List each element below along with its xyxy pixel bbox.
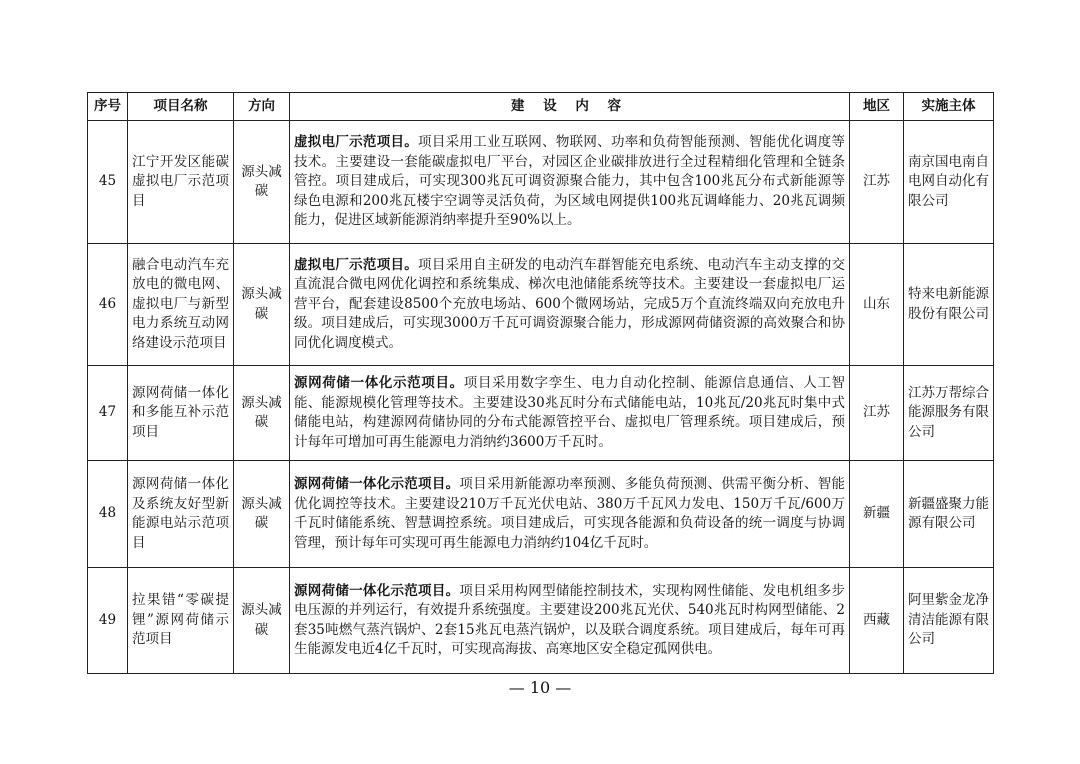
row-name: 江宁开发区能碳虚拟电厂示范项目 xyxy=(128,121,234,244)
row-content xyxy=(290,244,850,366)
row-organization: 特来电新能源股份有限公司 xyxy=(904,244,994,366)
content-lead: 虚拟电厂示范项目。 xyxy=(294,256,419,273)
row-seq: 49 xyxy=(88,568,128,674)
header-seq: 序号 xyxy=(88,93,128,121)
row-organization: 南京国电南自电网自动化有限公司 xyxy=(904,121,994,244)
project-table xyxy=(87,92,994,674)
header-region: 地区 xyxy=(850,93,904,121)
table-row xyxy=(88,461,994,568)
row-region: 西藏 xyxy=(850,568,904,674)
row-seq: 46 xyxy=(88,244,128,366)
row-content xyxy=(290,461,850,568)
row-region: 山东 xyxy=(850,244,904,366)
row-direction: 源头减碳 xyxy=(234,244,290,366)
content-body: 项目采用构网型储能控制技术，实现构网性储能、发电机组多步电压源的并列运行，有效提升系统强度。主要建设200兆瓦光伏、540兆瓦时构网型储能、2套35吨燃气蒸汽锅炉、2套15兆瓦电蒸汽锅炉，以及联合调度系统。项目建成后，每年可再生能源发电近4亿千瓦时，可实现高海拔、高寒地区安全稳定孤网供电。 xyxy=(294,582,846,657)
header-content: 建 设 内 容 xyxy=(290,93,850,121)
row-seq: 47 xyxy=(88,366,128,461)
row-region: 新疆 xyxy=(850,461,904,568)
row-region: 江苏 xyxy=(850,121,904,244)
content-body: 项目采用自主研发的电动汽车群智能充电系统、电动汽车主动支撑的交直流混合微电网优化调控和系统集成、梯次电池储能系统等技术。主要建设一套虚拟电厂运营平台，配套建设8500个充放电场站、600个微网场站，完成5万个直流终端双向充放电升级。项目建成后，可实现3000万千瓦可调资源聚合能力，形成源网荷储资源的高效聚合和协同优化调度模式。 xyxy=(294,256,846,351)
row-content xyxy=(290,568,850,674)
table-header-row xyxy=(88,93,994,121)
table-row xyxy=(88,568,994,674)
row-organization: 阿里紫金龙净清洁能源有限公司 xyxy=(904,568,994,674)
content-lead: 源网荷储一体化示范项目。 xyxy=(294,582,460,599)
row-name: 拉果错“零碳提锂”源网荷储示范项目 xyxy=(128,568,234,674)
content-lead: 源网荷储一体化示范项目。 xyxy=(294,476,460,492)
table-row xyxy=(88,244,994,366)
row-region: 江苏 xyxy=(850,366,904,461)
content-body: 项目采用工业互联网、物联网、功率和负荷智能预测、智能优化调度等技术。主要建设一套能碳虚拟电厂平台，对园区企业碳排放进行全过程精细化管理和全链条管控。项目建成后，可实现300兆瓦可调资源聚合能力，其中包含100兆瓦分布式新能源等绿色电源和200兆瓦楼宇空调等灵活负荷，为区域电网提供100兆瓦调峰能力、20兆瓦调频能力，促进区域新能源消纳率提升至90%以上。 xyxy=(294,134,846,229)
row-direction: 源头减碳 xyxy=(234,366,290,461)
row-organization: 新疆盛聚力能源有限公司 xyxy=(904,461,994,568)
row-direction: 源头减碳 xyxy=(234,121,290,244)
header-name: 项目名称 xyxy=(128,93,234,121)
row-seq: 45 xyxy=(88,121,128,244)
header-direction: 方向 xyxy=(234,93,290,121)
page-number: — 10 — xyxy=(508,678,572,697)
header-organization: 实施主体 xyxy=(904,93,994,121)
content-lead: 虚拟电厂示范项目。 xyxy=(294,134,419,151)
row-name: 源网荷储一体化及系统友好型新能源电站示范项目 xyxy=(128,461,234,568)
content-body: 项目采用新能源功率预测、多能负荷预测、供需平衡分析、智能优化调控等技术。主要建设210万千瓦光伏电站、380万千瓦风力发电、150万千瓦/600万千瓦时储能系统、智慧调控系统。项目建成后，可实现各能源和负荷设备的统一调度与协调管理，预计每年可实现可再生能源电力消纳约104亿千瓦时。 xyxy=(294,476,846,551)
row-direction: 源头减碳 xyxy=(234,461,290,568)
row-organization: 江苏万帮综合能源服务有限公司 xyxy=(904,366,994,461)
table-row xyxy=(88,121,994,244)
row-seq: 48 xyxy=(88,461,128,568)
table-row xyxy=(88,366,994,461)
content-body: 项目采用数字孪生、电力自动化控制、能源信息通信、人工智能、能源规模化管理等技术。主要建设30兆瓦时分布式储能电站，10兆瓦/20兆瓦时集中式储能电站，构建源网荷储协同的分布式能源管控平台、虚拟电厂管理系统。项目建成后，预计每年可增加可再生能源电力消纳约3600万千瓦时。 xyxy=(294,375,846,450)
content-lead: 源网荷储一体化示范项目。 xyxy=(294,375,464,391)
row-direction: 源头减碳 xyxy=(234,568,290,674)
row-content xyxy=(290,366,850,461)
row-name: 源网荷储一体化和多能互补示范项目 xyxy=(128,366,234,461)
row-name: 融合电动汽车充放电的微电网、虚拟电厂与新型电力系统互动网络建设示范项目 xyxy=(128,244,234,366)
row-content xyxy=(290,121,850,244)
